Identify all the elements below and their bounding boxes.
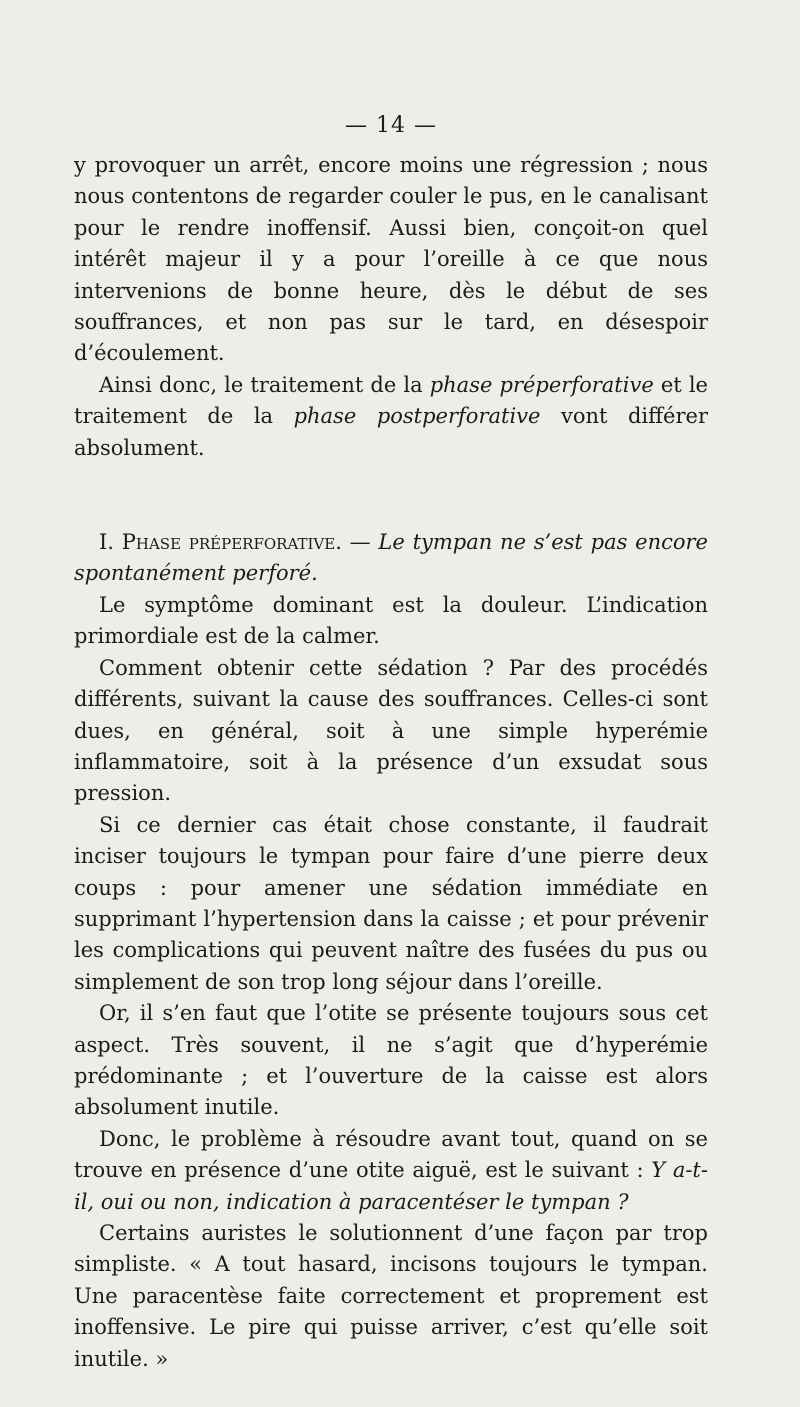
paragraph-2-text-b: et le traitement de la (74, 372, 708, 429)
page-body (74, 113, 708, 1375)
section-number: I. (99, 530, 122, 555)
paragraph-3: Le symptôme dominant est la douleur. L’indication primordiale est de la calmer. (74, 592, 708, 649)
paragraph-2-text-a: Ainsi donc, le traitement de la (99, 372, 430, 397)
paragraph-4: Comment obtenir cette sédation ? Par des procédés différents, suivant la cause des souffrances. Celles-ci sont dues, en général, soit à une simple hyperémie inflammatoire, soit à la présence d’un exsudat sous pression. (74, 655, 708, 806)
section-title: Phase préperforative. (121, 530, 342, 555)
paragraph-7-question: Y a-t-il, oui ou non, indication à paracentéser le tympan ? (74, 1158, 708, 1214)
section-gap (74, 464, 708, 527)
page-number: — 14 — (345, 113, 437, 138)
paragraph-6: Or, il s’en faut que l’otite se présente toujours sous cet aspect. Très souvent, il ne s’agit que d’hyperémie prédominante ; et l’ouverture de la caisse est alors absolument inutile. (74, 1001, 708, 1120)
section-subtitle: Le tympan ne s’est pas encore spontanément perforé. (74, 530, 708, 586)
section-dash: — (341, 530, 379, 555)
paragraph-7 (74, 1124, 708, 1218)
phase-postperforative-term: phase postperforative (293, 404, 541, 429)
paragraph-8: Certains auristes le solutionnent d’une façon par trop simpliste. « A tout hasard, incisons toujours le tympan. Une paracentèse faite correctement et proprement est inoffensive. Le pire qui puisse arriver, c’est qu’elle soit inutile. » (74, 1221, 708, 1371)
paragraph-5: Si ce dernier cas était chose constante, il faudrait inciser toujours le tympan pour faire d’une pierre deux coups : pour amener une sédation immédiate en supprimant l’hypertension dans la caisse ; et pour prévenir les complications qui peuvent naître des fusées du pus ou simplement de son trop long séjour dans l’oreille. (74, 812, 708, 994)
paragraph-7-text: Donc, le problème à résoudre avant tout, quand on se trouve en présence d’une otite aiguë, est le suivant : (74, 1126, 708, 1183)
paragraph-2 (74, 370, 708, 464)
paragraph-2-text-c: vont différer absolument. (74, 404, 708, 460)
section-heading (74, 527, 708, 590)
paragraph-1: y provoquer un arrêt, encore moins une régression ; nous nous contentons de regarder couler le pus, en le canalisant pour le rendre inoffensif. Aussi bien, conçoit-on quel intérêt majeur il y a pour l’oreille à ce que nous intervenions de bonne heure, dès le début de ses souffrances, et non pas sur le tard, en désespoir d’écoulement. (74, 153, 708, 366)
phase-preperforative-term: phase préperforative (429, 372, 654, 397)
